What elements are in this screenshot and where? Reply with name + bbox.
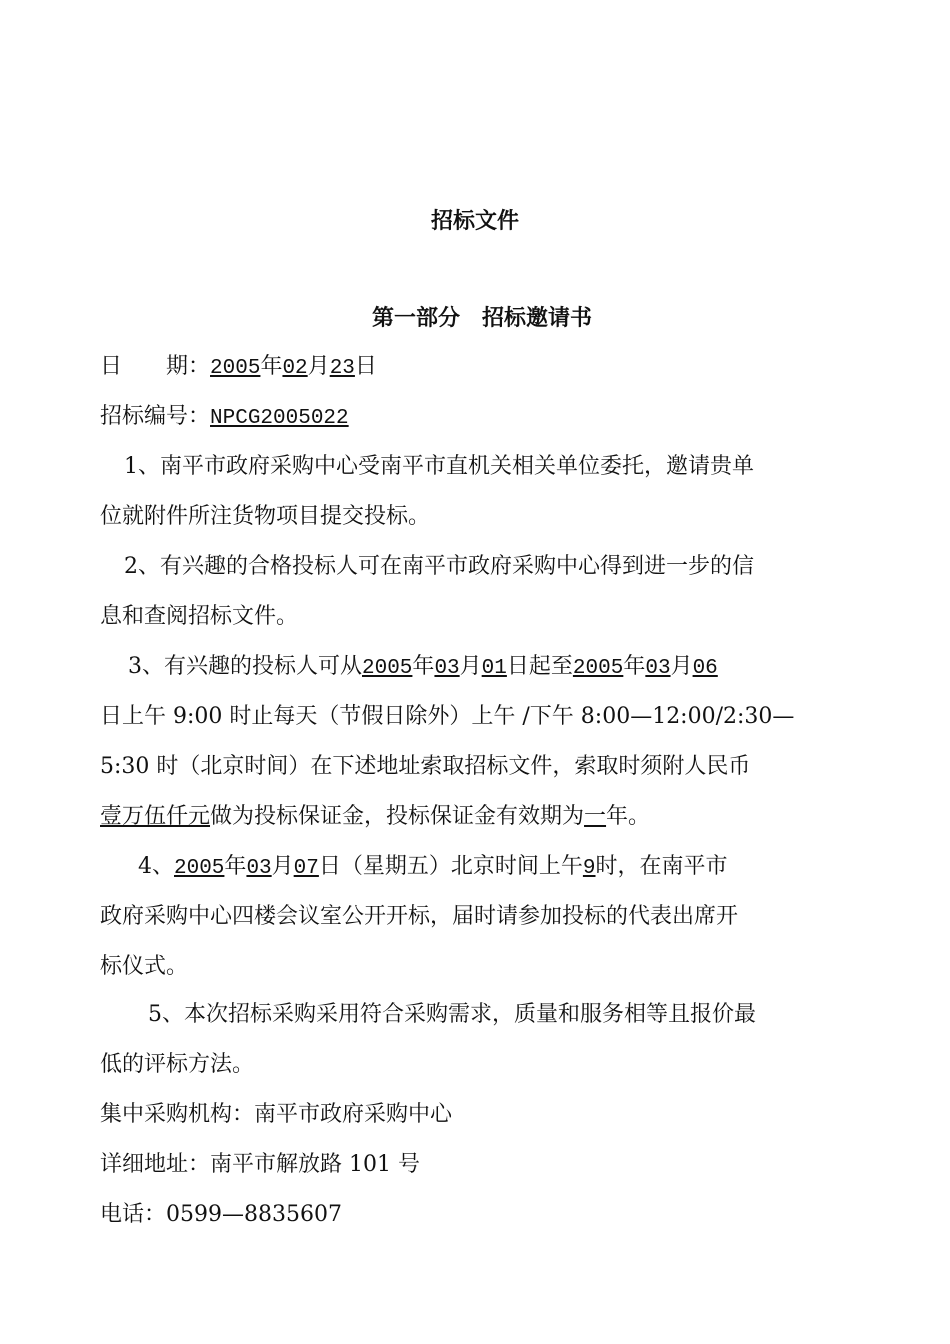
end-year: 2005: [572, 657, 624, 680]
paragraph-4-line-1: 4、2005年03月07日（星期五）北京时间上午9时，在南平市: [138, 854, 728, 880]
phone-line: 电话：0599—8835607: [100, 1202, 342, 1227]
paragraph-4-line-3: 标仪式。: [100, 954, 189, 979]
paragraph-5-line-2: 低的评标方法。: [100, 1052, 255, 1077]
paragraph-5-line-1: 5、本次招标采购采用符合采购需求，质量和服务相等且报价最: [148, 1002, 756, 1027]
agency-line: 集中采购机构：南平市政府采购中心: [100, 1102, 453, 1127]
paragraph-3-line-2: 日上午 9:00 时止每天（节假日除外）上午 /下午 8:00—12:00/2:30—: [100, 704, 795, 729]
bid-number-line: [100, 392, 349, 444]
date-label: 日 期：: [100, 354, 211, 379]
start-month: 03: [434, 657, 460, 680]
bid-number-value: NPCG2005022: [210, 407, 349, 430]
date-year: 2005: [210, 357, 261, 380]
validity-period: 一: [584, 804, 607, 829]
opening-year: 2005: [174, 857, 225, 880]
document-title: 招标文件: [430, 209, 519, 234]
date-day: 23: [329, 357, 355, 380]
opening-hour: 9: [582, 857, 596, 880]
address-line: 详细地址：南平市解放路 101 号: [100, 1152, 420, 1177]
opening-day: 07: [293, 857, 319, 880]
end-day: 06: [692, 657, 718, 680]
paragraph-3-line-3: 5:30 时（北京时间）在下述地址索取招标文件，索取时须附人民币: [100, 754, 751, 779]
start-year: 2005: [362, 657, 413, 680]
paragraph-1-line-2: 位就附件所注货物项目提交投标。: [100, 504, 431, 529]
start-day: 01: [481, 657, 507, 680]
deposit-amount: 壹万伍仟元: [100, 804, 211, 829]
date-month: 02: [282, 357, 308, 380]
paragraph-3-line-1: 3、有兴趣的投标人可从2005年03月01日起至2005年03月06: [128, 654, 718, 680]
paragraph-3-line-4: 壹万伍仟元做为投标保证金，投标保证金有效期为一年。: [100, 804, 651, 829]
paragraph-4-line-2: 政府采购中心四楼会议室公开开标，届时请参加投标的代表出席开: [100, 904, 739, 929]
paragraph-1-line-1: 1、南平市政府采购中心受南平市直机关相关单位委托，邀请贵单: [124, 454, 754, 479]
bid-number-label: 招标编号：: [100, 404, 211, 429]
date-line: 日 期：2005年02月23日: [100, 354, 377, 380]
end-month: 03: [645, 657, 671, 680]
paragraph-2-line-2: 息和查阅招标文件。: [100, 604, 299, 629]
paragraph-2-line-1: 2、有兴趣的合格投标人可在南平市政府采购中心得到进一步的信: [124, 554, 754, 579]
part-title: 第一部分 招标邀请书: [371, 306, 592, 331]
opening-month: 03: [246, 857, 272, 880]
